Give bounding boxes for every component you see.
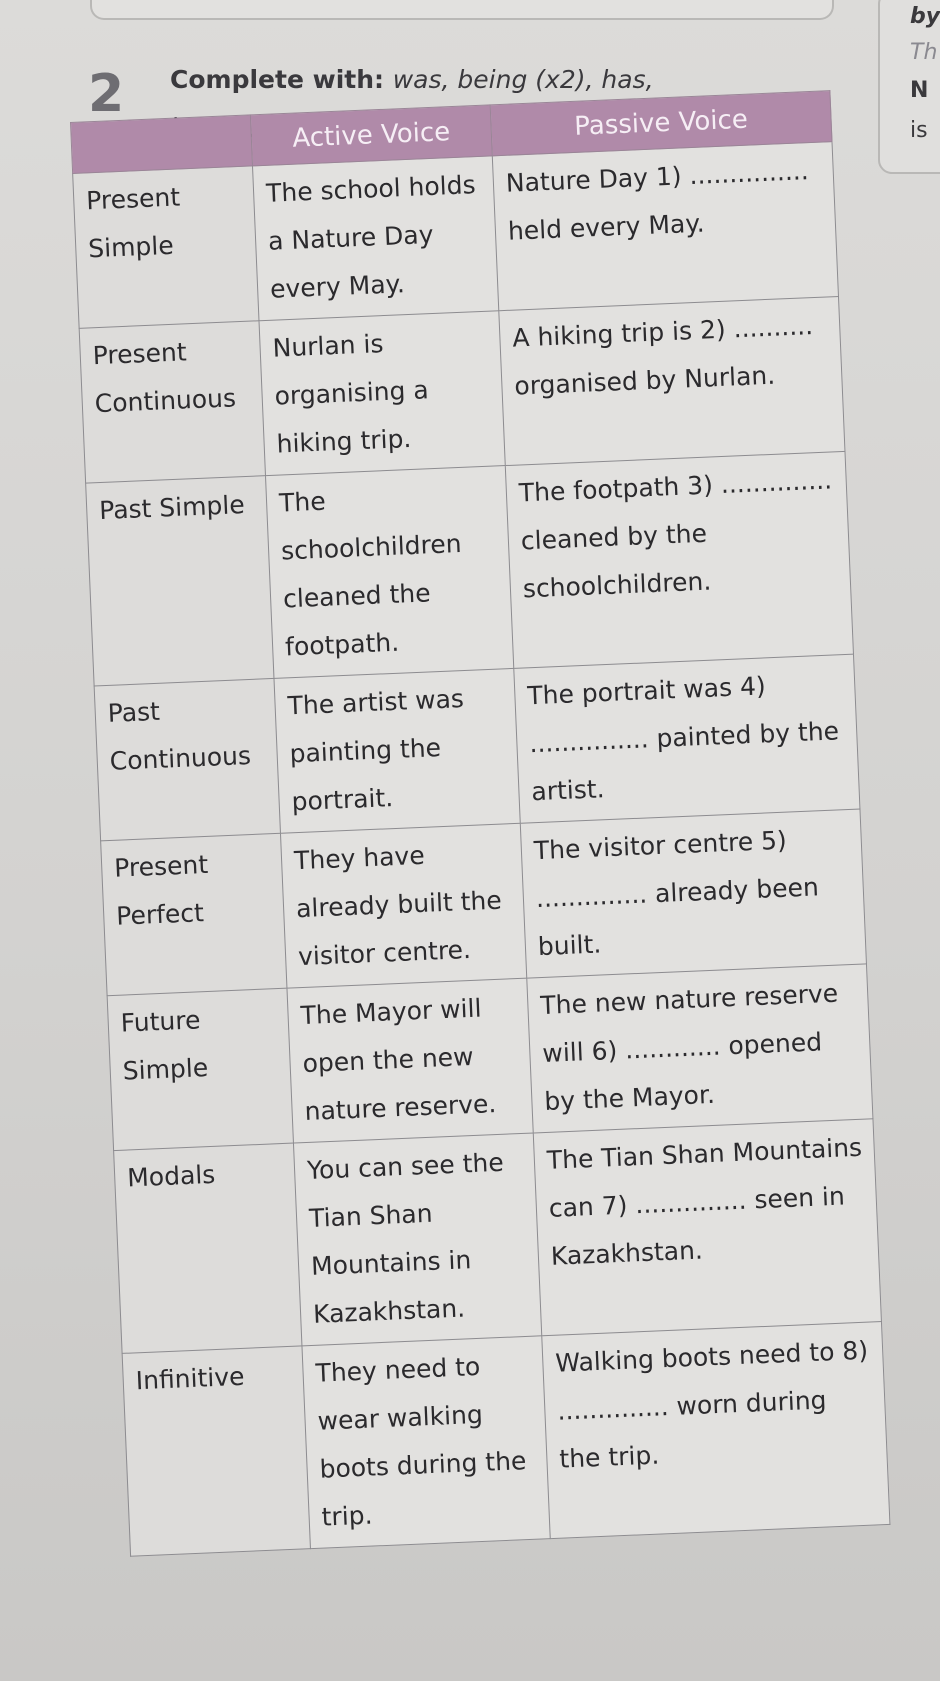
tense-cell: Past Continuous xyxy=(94,678,280,840)
table-row xyxy=(122,1322,890,1557)
header-blank xyxy=(71,115,253,173)
passive-cell[interactable]: Nature Day 1) ............... held every May. xyxy=(492,142,838,311)
tense-cell: Infinitive xyxy=(122,1346,310,1556)
tense-cell: Future Simple xyxy=(107,988,293,1150)
passive-cell[interactable]: The visitor centre 5) .............. already been built. xyxy=(520,809,866,978)
table-row xyxy=(114,1119,882,1354)
active-cell: You can see the Tian Shan Mountains in Kazakhstan. xyxy=(293,1133,541,1346)
passive-cell[interactable]: The portrait was 4) ............... painted by the artist. xyxy=(514,654,860,823)
side-note-line: N xyxy=(910,78,929,103)
instruction-words: was, being (x2), has, xyxy=(392,65,654,94)
active-cell: The school holds a Nature Day every May. xyxy=(252,156,498,321)
header-passive-voice: Passive Voice xyxy=(490,91,832,156)
instruction-lead: Complete with: xyxy=(170,65,385,94)
active-cell: The schoolchildren cleaned the footpath. xyxy=(265,466,513,679)
side-note-line: is xyxy=(910,118,928,143)
tense-cell: Present Continuous xyxy=(79,321,265,483)
voice-table xyxy=(70,90,890,1557)
tense-cell: Past Simple xyxy=(86,476,274,686)
passive-cell[interactable]: The new nature reserve will 6) ............ opened by the Mayor. xyxy=(527,964,873,1133)
side-note-line: Th xyxy=(910,40,938,65)
active-cell: They have already built the visitor centre. xyxy=(280,823,526,988)
active-cell: Nurlan is organising a hiking trip. xyxy=(259,311,505,476)
table-row xyxy=(86,451,854,686)
tense-cell: Present Simple xyxy=(73,166,259,328)
active-cell: The artist was painting the portrait. xyxy=(274,668,520,833)
previous-exercise-box xyxy=(90,0,834,20)
header-active-voice: Active Voice xyxy=(250,105,492,166)
side-note-line: by xyxy=(910,4,940,29)
passive-cell[interactable]: The footpath 3) .............. cleaned by the schoolchildren. xyxy=(505,451,853,668)
tense-cell: Modals xyxy=(114,1143,302,1353)
exercise-number: 2 xyxy=(88,64,125,124)
grammar-table-wrapper xyxy=(70,86,940,1621)
tense-cell: Present Perfect xyxy=(101,833,287,995)
active-cell: The Mayor will open the new nature reserve. xyxy=(287,978,533,1143)
passive-cell[interactable]: The Tian Shan Mountains can 7) .............. seen in Kazakhstan. xyxy=(533,1119,881,1336)
passive-cell[interactable]: A hiking trip is 2) .......... organised by Nurlan. xyxy=(499,296,845,465)
passive-cell[interactable]: Walking boots need to 8) .............. worn during the trip. xyxy=(542,1322,890,1539)
active-cell: They need to wear walking boots during the trip. xyxy=(302,1336,550,1549)
